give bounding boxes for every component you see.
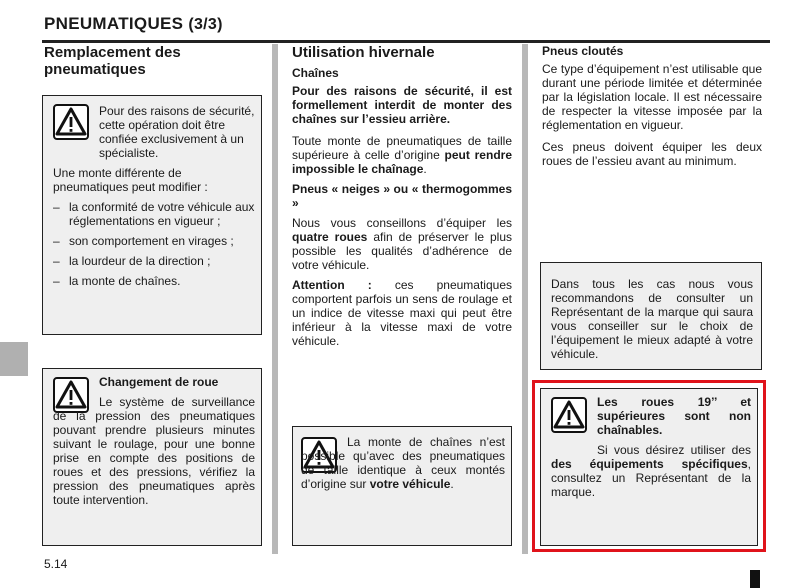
snow-tyres-paragraph — [292, 216, 512, 272]
side-tab — [0, 342, 28, 376]
warning-box-chains — [292, 426, 512, 546]
text-run-bold: des équipements spécifiques — [551, 457, 748, 471]
text-run-bold: quatre roues — [292, 230, 368, 244]
heading-line: Remplacement des — [44, 44, 181, 61]
attention-paragraph — [292, 278, 512, 348]
column-separator — [522, 44, 528, 554]
column-separator — [272, 44, 278, 554]
text-run: Si vous désirez utiliser des — [597, 443, 751, 457]
warning-text: Pour des raisons de sécurité, cette opération doit être confiée exclusivement à un spécialiste. — [99, 104, 255, 160]
text-run-bold: peut rendre impossible le chaînage — [292, 148, 512, 176]
list-item: – la lourdeur de la direction ; — [53, 254, 255, 268]
warning-box-wheel-change — [42, 368, 262, 546]
warning-triangle-icon — [551, 397, 587, 433]
box-title: Les roues 19’’ et supérieures sont non chaînables. — [597, 395, 751, 437]
text-run: , consultez un Représentant de la marque. — [551, 457, 751, 499]
chains-paragraph — [292, 134, 512, 176]
page-title — [44, 14, 223, 34]
studded-paragraph: Ce type d’équipement n’est utilisable que durant une période limitée et déterminée par la législation locale. Il est nécessaire de respecter la vitesse imposée par la réglementation en vigueur. — [542, 62, 762, 132]
box-text: Le système de surveillance de la pression des pneumatiques pouvant prendre plusieurs minutes suivant le roulage, pour une bonne prise en compte des positions de roues et des pressions, vérifiez la pression des pneumatiques après toute intervention. — [53, 395, 255, 507]
page-title-text: PNEUMATIQUES — [44, 14, 184, 33]
page-number: 5.14 — [44, 557, 68, 571]
text-run: ces pneumatiques comportent parfois un sens de roulage et un indice de vitesse maxi qui peut être inférieur à la vitesse maxi de votre véhicule. — [292, 278, 512, 348]
list-item: – la conformité de votre véhicule aux réglementations en vigueur ; — [53, 200, 255, 228]
box-intro: Une monte différente de pneumatiques peut modifier : — [53, 166, 208, 194]
warning-box-19-inch-wheels — [540, 388, 758, 546]
warning-box-tyre-replacement — [42, 95, 262, 335]
box-text: Dans tous les cas nous vous recommandons de consulter un Représentant de la marque qui saura vous conseiller sur le choix de l’équipement le mieux adapté à votre véhicule. — [551, 277, 753, 361]
section-heading-winter-use: Utilisation hivernale — [292, 44, 435, 61]
corner-mark — [750, 570, 760, 588]
warning-triangle-icon — [53, 104, 89, 140]
subheading-snow-tyres: Pneus « neiges » ou « thermogommes » — [292, 182, 512, 210]
studded-paragraph-2: Ces pneus doivent équiper les deux roues de l’essieu avant au minimum. — [542, 140, 762, 168]
advice-box — [540, 262, 762, 370]
text-run: Toute monte de pneumatiques de taille supérieure à celle d’origine — [292, 134, 512, 162]
section-heading-tyre-replacement — [44, 44, 264, 78]
list-item: – son comportement en virages ; — [53, 234, 255, 248]
heading-line: pneumatiques — [44, 61, 146, 78]
chains-warning-text: Pour des raisons de sécurité, il est formellement interdit de monter des chaînes sur l’essieu arrière. — [292, 84, 512, 126]
text-run: . — [450, 477, 454, 491]
page-title-suffix: (3/3) — [188, 16, 223, 33]
text-run: Nous vous conseillons d’équiper les — [292, 216, 512, 230]
box-text — [301, 435, 505, 491]
box-title: Changement de roue — [99, 375, 219, 389]
list-item: – la monte de chaînes. — [53, 274, 255, 288]
text-run: . — [423, 162, 427, 176]
box-text — [551, 443, 751, 499]
text-run: afin de préserver le plus possible les qualités d’adhérence de votre véhicule. — [292, 230, 513, 272]
subheading-studded-tyres: Pneus cloutés — [542, 44, 624, 58]
text-run: La monte de chaînes n’est possible qu’avec des pneumatiques de taille identique à ceux montés d’origine sur — [301, 435, 505, 491]
modification-list — [53, 200, 255, 294]
subheading-chains: Chaînes — [292, 66, 339, 80]
text-run-bold: Attention : — [292, 278, 372, 292]
text-run-bold: votre véhicule — [369, 477, 451, 491]
header-rule — [42, 40, 770, 43]
